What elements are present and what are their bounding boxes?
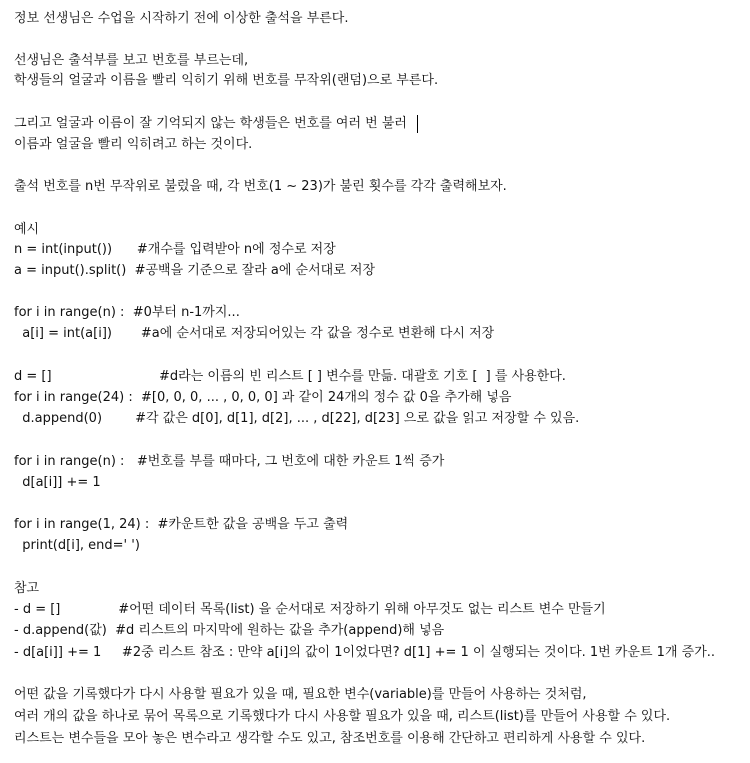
code-line: for i in range(24) : #[0, 0, 0, ... , 0, 0, 0] 과 같이 24개의 정수 값 0을 추가해 넣음: [14, 390, 512, 405]
code-line: for i in range(n) : #0부터 n-1까지...: [14, 305, 240, 320]
text-cursor: [417, 115, 418, 133]
text-line: 어떤 값을 기록했다가 다시 사용할 필요가 있을 때, 필요한 변수(variable)를 만들어 사용하는 것처럼,: [14, 687, 587, 702]
code-line: d[a[i]] += 1: [14, 475, 101, 490]
code-line: d.append(0) #각 값은 d[0], d[1], d[2], ... , d[22], d[23] 으로 값을 읽고 저장할 수 있음.: [14, 411, 580, 426]
code-line: for i in range(n) : #번호를 부를 때마다, 그 번호에 대한 카운트 1씩 증가: [14, 454, 445, 469]
code-line: print(d[i], end=' '): [14, 538, 140, 553]
text-line: 리스트는 변수들을 모아 놓은 변수라고 생각할 수도 있고, 참조번호를 이용해 간단하고 편리하게 사용할 수 있다.: [14, 731, 646, 746]
text-line: 여러 개의 값을 하나로 묶어 목록으로 기록했다가 다시 사용할 필요가 있을 때, 리스트(list)를 만들어 사용할 수 있다.: [14, 709, 671, 724]
text-line: 정보 선생님은 수업을 시작하기 전에 이상한 출석을 부른다.: [14, 11, 349, 26]
text-line: 선생님은 출석부를 보고 번호를 부르는데,: [14, 53, 249, 68]
code-line: a = input().split() #공백을 기준으로 잘라 a에 순서대로 저장: [14, 263, 376, 278]
text-line: 이름과 얼굴을 빨리 익히려고 하는 것이다.: [14, 137, 253, 152]
code-line: d = [] #d라는 이름의 빈 리스트 [ ] 변수를 만듦. 대괄호 기호 [ ] 를 사용한다.: [14, 369, 566, 384]
code-line: a[i] = int(a[i]) #a에 순서대로 저장되어있는 각 값을 정수로 변환해 다시 저장: [14, 326, 495, 341]
note-line: - d = [] #어떤 데이터 목록(list) 을 순서대로 저장하기 위해 아무것도 없는 리스트 변수 만들기: [14, 602, 606, 617]
text-line: 참고: [14, 581, 40, 596]
code-line: n = int(input()) #개수를 입력받아 n에 정수로 저장: [14, 242, 336, 257]
note-line: - d.append(값) #d 리스트의 마지막에 원하는 값을 추가(append)해 넣음: [14, 623, 445, 638]
text-line: 그리고 얼굴과 이름이 잘 기억되지 않는 학생들은 번호를 여러 번 불러: [14, 116, 407, 131]
text-line: 예시: [14, 222, 40, 237]
text-line: 출석 번호를 n번 무작위로 불렀을 때, 각 번호(1 ~ 23)가 불린 횟수를 각각 출력해보자.: [14, 179, 507, 194]
code-line: for i in range(1, 24) : #카운트한 값을 공백을 두고 출력: [14, 517, 349, 532]
text-line: 학생들의 얼굴과 이름을 빨리 익히기 위해 번호를 무작위(랜덤)으로 부른다.: [14, 73, 439, 88]
note-line: - d[a[i]] += 1 #2중 리스트 참조 : 만약 a[i]의 값이 1이었다면? d[1] += 1 이 실행되는 것이다. 1번 카운트 1개 증가..: [14, 645, 716, 660]
